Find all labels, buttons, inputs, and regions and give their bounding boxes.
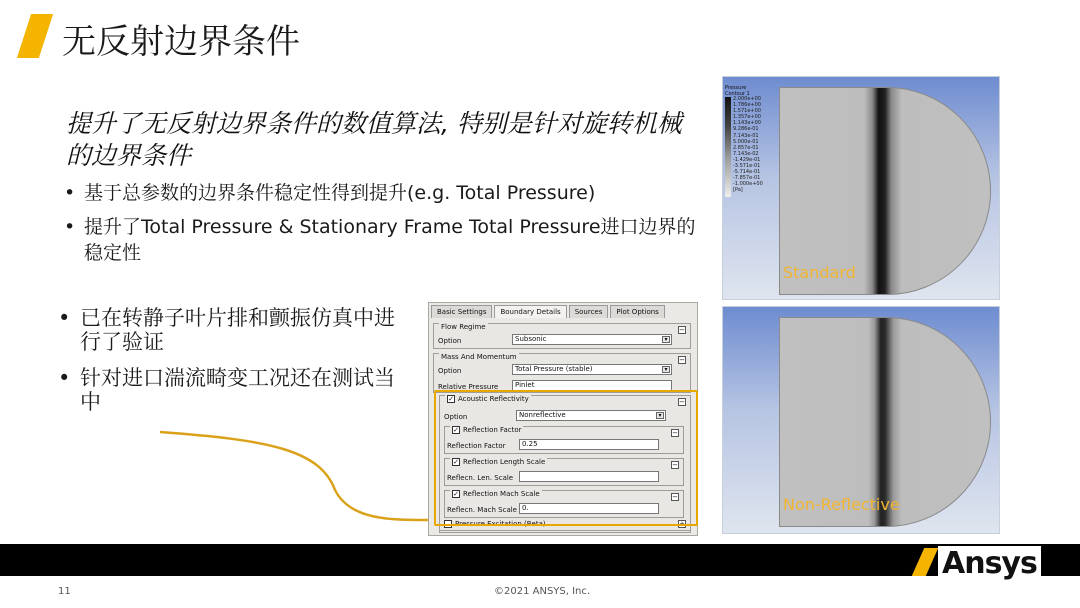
chevron-down-icon: ▾ <box>656 412 664 419</box>
legend-values: 2.000e+00 1.786e+00 1.571e+00 1.357e+00 1.143e+00 9.286e-01 7.143e-01 5.000e-01 2.857e-01 7.143e-02 -1.429e-01 -3.571e-01 -5.714e-01 -7.857e-01 -1.000e+00 [Pa] <box>733 96 763 194</box>
reflection-length-label: Reflecn. Len. Scale <box>447 474 514 482</box>
reflection-factor-input[interactable]: 0.25 <box>519 439 659 450</box>
relative-pressure-input[interactable]: Pinlet <box>512 380 672 391</box>
collapse-icon[interactable]: − <box>679 398 685 406</box>
flow-regime-group <box>433 323 691 349</box>
tab-plot-options[interactable]: Plot Options <box>610 305 664 318</box>
tab-boundary-details[interactable]: Boundary Details <box>494 305 566 318</box>
tab-basic-settings[interactable]: Basic Settings <box>431 305 492 318</box>
collapse-icon[interactable]: − <box>679 326 685 334</box>
nonreflective-label: Non-Reflective <box>783 495 900 514</box>
reflection-factor-label: Reflection Factor <box>447 442 506 450</box>
simulation-image-standard <box>722 76 1000 300</box>
group-title: ✓ Acoustic Reflectivity <box>445 395 531 403</box>
checkbox-checked-icon[interactable]: ✓ <box>448 395 454 403</box>
slide-subtitle: 提升了无反射边界条件的数值算法, 特别是针对旋转机械的边界条件 <box>66 109 682 170</box>
option-label: Option <box>444 413 468 421</box>
page-number: 11 <box>58 586 71 597</box>
reflection-factor-group: ✓ Reflection Factor − Reflection Factor 0.25 <box>444 426 684 454</box>
pressure-excitation-group: Pressure Excitation (Beta) + <box>439 519 691 531</box>
reflection-length-group: ✓ Reflection Length Scale − Reflecn. Len. Scale <box>444 458 684 486</box>
standard-label: Standard <box>783 263 856 282</box>
checkbox-checked-icon[interactable]: ✓ <box>453 426 459 434</box>
reflection-mach-input[interactable]: 0. <box>519 503 659 514</box>
panel-tabs <box>429 303 697 318</box>
bullet-list-main <box>64 180 704 274</box>
bullet-item: • 已在转静子叶片排和颤振仿真中进行了验证 <box>58 306 408 354</box>
slide-title: 无反射边界条件 <box>62 22 300 62</box>
pointer-arrow <box>150 420 440 530</box>
expand-icon[interactable]: + <box>679 520 685 528</box>
group-title: Flow Regime <box>441 323 486 331</box>
chevron-down-icon: ▾ <box>662 336 670 343</box>
collapse-icon[interactable]: − <box>672 461 678 469</box>
flow-regime-select[interactable]: Subsonic ▾ <box>512 334 672 345</box>
copyright-text: ©2021 ANSYS, Inc. <box>494 586 591 597</box>
checkbox-checked-icon[interactable]: ✓ <box>453 458 459 466</box>
color-legend: Pressure Contour 1 <box>725 85 750 97</box>
highlight-box <box>434 390 698 526</box>
acoustic-option-select[interactable]: Nonreflective ▾ <box>516 410 666 421</box>
option-label: Option <box>438 337 462 345</box>
collapse-icon[interactable]: − <box>672 493 678 501</box>
group-title: Mass And Momentum <box>441 353 517 361</box>
legend-color-bar <box>725 97 731 197</box>
bullet-item: • 针对进口湍流畸变工况还在测试当中 <box>58 366 408 414</box>
reflection-mach-label: Reflecn. Mach Scale <box>447 506 517 514</box>
bullet-list-secondary <box>58 306 408 426</box>
ansys-logo: Ansys <box>938 546 1041 581</box>
bullet-item: • 提升了Total Pressure & Stationary Frame Total Pressure进口边界的稳定性 <box>64 214 704 266</box>
chevron-down-icon: ▾ <box>662 366 670 373</box>
option-label: Option <box>438 367 462 375</box>
title-accent-bar <box>17 14 53 58</box>
tab-sources[interactable]: Sources <box>569 305 609 318</box>
relative-pressure-label: Relative Pressure <box>438 383 499 391</box>
checkbox-checked-icon[interactable]: ✓ <box>453 490 459 498</box>
collapse-icon[interactable]: − <box>672 429 678 437</box>
mass-momentum-select[interactable]: Total Pressure (stable) ▾ <box>512 364 672 375</box>
bullet-item: • 基于总参数的边界条件稳定性得到提升(e.g. Total Pressure) <box>64 180 704 206</box>
collapse-icon[interactable]: − <box>679 356 685 364</box>
simulation-image-nonreflective <box>722 306 1000 534</box>
mass-momentum-group <box>433 353 691 393</box>
reflection-mach-group: ✓ Reflection Mach Scale − Reflecn. Mach Scale 0. <box>444 490 684 518</box>
